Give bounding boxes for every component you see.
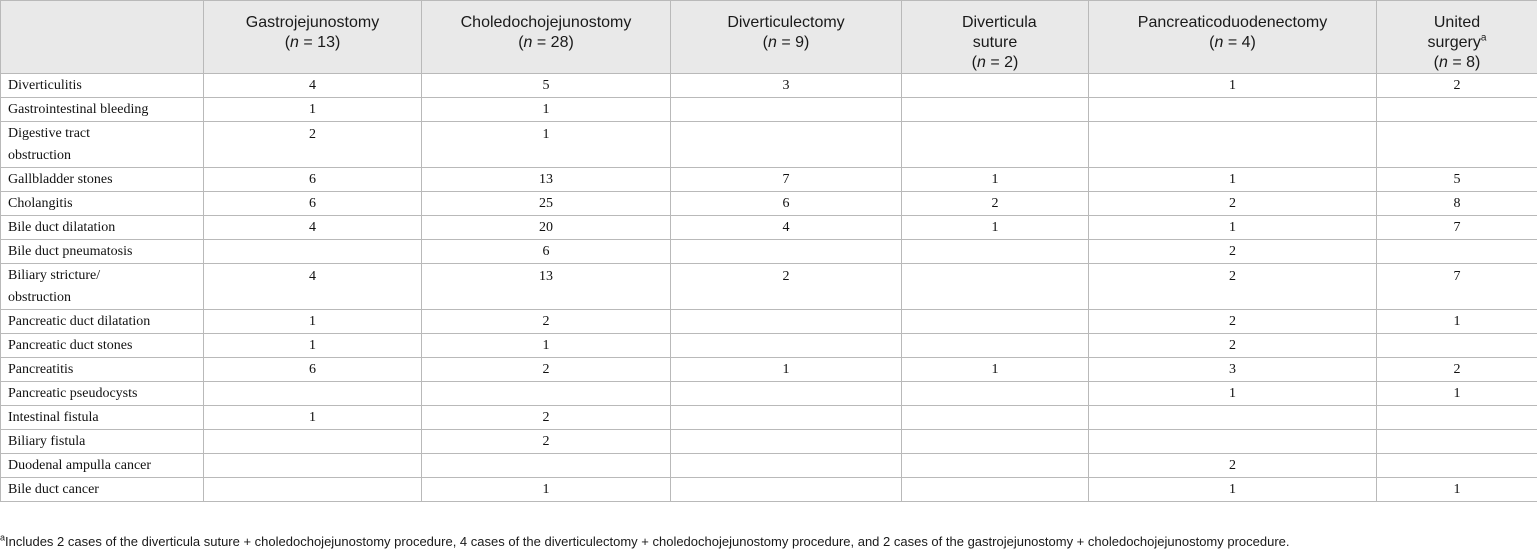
data-cell [1377, 334, 1537, 358]
row-label [1, 478, 204, 502]
row-label-text: Pancreatitis [8, 361, 74, 377]
data-cell [1377, 430, 1537, 454]
table-row [1, 382, 1537, 406]
column-header-pancreaticoduodenectomy [1089, 1, 1377, 74]
row-label-text: Intestinal fistula [8, 409, 99, 425]
row-label [1, 454, 204, 478]
data-cell: 8 [1377, 192, 1537, 216]
row-label [1, 168, 204, 192]
row-label-text: Bile duct pneumatosis [8, 243, 133, 259]
row-label-text: Pancreatic pseudocysts [8, 385, 138, 401]
data-cell: 2 [422, 358, 671, 382]
data-cell: 1 [422, 98, 671, 122]
data-cell: 1 [1089, 168, 1377, 192]
data-cell [1377, 406, 1537, 430]
data-cell: 6 [204, 358, 422, 382]
column-header-count: (n = 8) [1433, 54, 1481, 71]
row-label-text: Gastrointestinal bleeding [8, 101, 149, 117]
table-row [1, 192, 1537, 216]
data-cell [902, 74, 1089, 98]
data-cell [204, 430, 422, 454]
column-header-diverticulectomy [671, 1, 902, 74]
column-header-count: (n = 2) [971, 54, 1019, 71]
row-label [1, 310, 204, 334]
data-cell: 7 [1377, 216, 1537, 240]
data-cell: 2 [422, 310, 671, 334]
data-cell [902, 122, 1089, 168]
data-cell: 13 [422, 168, 671, 192]
data-cell [902, 334, 1089, 358]
column-header-count: (n = 13) [284, 34, 341, 51]
data-cell [902, 382, 1089, 406]
row-label [1, 264, 204, 310]
column-header-name: Pancreaticoduodenectomy [1137, 14, 1328, 31]
row-label-text: Gallbladder stones [8, 171, 113, 187]
table-footnote [0, 534, 1290, 549]
table-row [1, 454, 1537, 478]
data-cell: 2 [1089, 192, 1377, 216]
row-label [1, 122, 204, 168]
data-cell [902, 478, 1089, 502]
table-row [1, 406, 1537, 430]
data-cell: 1 [1377, 310, 1537, 334]
table-row [1, 358, 1537, 382]
data-cell: 1 [1377, 382, 1537, 406]
row-label-text: Biliary stricture/ obstruction [8, 267, 101, 305]
data-cell [204, 478, 422, 502]
table-row [1, 216, 1537, 240]
data-cell: 1 [204, 98, 422, 122]
data-cell [902, 430, 1089, 454]
data-cell: 1 [422, 334, 671, 358]
data-cell [671, 122, 902, 168]
footnote-text: Includes 2 cases of the diverticula suture + choledochojejunostomy procedure, 4 cases of the diverticulectomy + choledochojejunostomy procedure, and 2 cases of the gastrojejunostomy + choledochojejunostomy procedure. [5, 534, 1290, 549]
table-row [1, 334, 1537, 358]
data-cell [1377, 122, 1537, 168]
data-cell: 2 [1089, 264, 1377, 310]
data-cell: 4 [204, 74, 422, 98]
footnote-marker: a [1480, 32, 1487, 44]
data-cell: 13 [422, 264, 671, 310]
data-cell: 20 [422, 216, 671, 240]
data-cell: 1 [422, 478, 671, 502]
data-cell [671, 430, 902, 454]
row-label-text: Diverticulitis [8, 77, 82, 93]
data-cell [902, 406, 1089, 430]
row-label [1, 358, 204, 382]
data-cell: 7 [1377, 264, 1537, 310]
table-row [1, 478, 1537, 502]
data-cell: 2 [422, 430, 671, 454]
row-label [1, 74, 204, 98]
row-label-text: Biliary fistula [8, 433, 86, 449]
data-cell [671, 98, 902, 122]
row-label-text: Cholangitis [8, 195, 73, 211]
footnote-marker: a [0, 532, 6, 543]
column-header-name: Diverticulectomy [727, 14, 845, 31]
data-cell [1089, 406, 1377, 430]
data-cell: 5 [1377, 168, 1537, 192]
data-cell: 2 [1089, 310, 1377, 334]
data-cell: 2 [1377, 358, 1537, 382]
data-cell: 6 [671, 192, 902, 216]
row-label-text: Pancreatic duct dilatation [8, 313, 151, 329]
data-cell [671, 240, 902, 264]
data-cell [902, 98, 1089, 122]
row-label-text: Digestive tract obstruction [8, 125, 91, 163]
data-cell: 1 [902, 358, 1089, 382]
table-row [1, 310, 1537, 334]
column-header-gastrojejunostomy [204, 1, 422, 74]
data-cell: 6 [204, 192, 422, 216]
data-cell: 7 [671, 168, 902, 192]
data-cell: 2 [1377, 74, 1537, 98]
data-cell: 1 [1089, 216, 1377, 240]
data-cell [902, 264, 1089, 310]
data-cell: 25 [422, 192, 671, 216]
row-label-text: Bile duct dilatation [8, 219, 116, 235]
data-cell: 1 [1089, 478, 1377, 502]
table-row [1, 98, 1537, 122]
data-cell: 1 [1089, 74, 1377, 98]
row-label [1, 216, 204, 240]
data-cell [671, 310, 902, 334]
header-row [1, 1, 1537, 74]
data-cell [671, 454, 902, 478]
data-cell [671, 334, 902, 358]
table-row [1, 240, 1537, 264]
data-cell: 2 [902, 192, 1089, 216]
row-label [1, 192, 204, 216]
data-cell [1089, 122, 1377, 168]
data-cell: 2 [1089, 334, 1377, 358]
row-label [1, 406, 204, 430]
data-cell: 1 [902, 168, 1089, 192]
table-body [1, 74, 1537, 502]
table-row [1, 430, 1537, 454]
data-cell [671, 382, 902, 406]
data-cell: 6 [204, 168, 422, 192]
table-row [1, 122, 1537, 168]
row-label [1, 334, 204, 358]
column-header-name: Diverticula suture [962, 14, 1037, 51]
column-header-count: (n = 4) [1209, 34, 1256, 51]
data-cell: 1 [671, 358, 902, 382]
column-header-diverticula-suture [902, 1, 1089, 74]
data-cell: 4 [204, 264, 422, 310]
column-header-choledochojejunostomy [422, 1, 671, 74]
row-label-text: Pancreatic duct stones [8, 337, 133, 353]
data-cell [422, 382, 671, 406]
table-row [1, 168, 1537, 192]
data-cell: 1 [1089, 382, 1377, 406]
data-cell [1377, 454, 1537, 478]
data-cell [902, 240, 1089, 264]
data-cell [1377, 98, 1537, 122]
data-cell [1089, 430, 1377, 454]
data-cell [671, 478, 902, 502]
data-cell [902, 454, 1089, 478]
data-cell: 2 [204, 122, 422, 168]
column-header-united-surgery [1377, 1, 1537, 74]
data-cell: 3 [1089, 358, 1377, 382]
row-label [1, 98, 204, 122]
data-cell: 1 [204, 310, 422, 334]
column-header-count: (n = 9) [762, 34, 810, 51]
data-cell: 4 [204, 216, 422, 240]
row-label [1, 382, 204, 406]
data-cell: 4 [671, 216, 902, 240]
data-cell [1089, 98, 1377, 122]
data-cell [422, 454, 671, 478]
data-cell [1377, 240, 1537, 264]
data-cell: 1 [902, 216, 1089, 240]
column-header-name: Choledochojejunostomy [460, 14, 632, 31]
data-cell [902, 310, 1089, 334]
data-cell: 3 [671, 74, 902, 98]
header-corner-cell [1, 1, 204, 74]
column-header-name: United surgery$^a$ [1427, 14, 1487, 51]
row-label [1, 430, 204, 454]
data-cell: 1 [422, 122, 671, 168]
data-cell: 2 [1089, 240, 1377, 264]
data-cell [204, 382, 422, 406]
column-header-count: (n = 28) [518, 34, 574, 51]
data-cell [671, 406, 902, 430]
row-label-text: Bile duct cancer [8, 481, 99, 497]
row-label [1, 240, 204, 264]
data-cell: 6 [422, 240, 671, 264]
row-label-text: Duodenal ampulla cancer [8, 457, 152, 473]
data-cell: 2 [1089, 454, 1377, 478]
data-cell: 5 [422, 74, 671, 98]
data-cell: 1 [204, 334, 422, 358]
data-cell: 2 [671, 264, 902, 310]
table-row [1, 264, 1537, 310]
data-cell: 1 [1377, 478, 1537, 502]
data-cell: 2 [422, 406, 671, 430]
data-cell [204, 454, 422, 478]
data-cell [204, 240, 422, 264]
table-row [1, 74, 1537, 98]
column-header-name: Gastrojejunostomy [245, 14, 380, 31]
data-cell: 1 [204, 406, 422, 430]
